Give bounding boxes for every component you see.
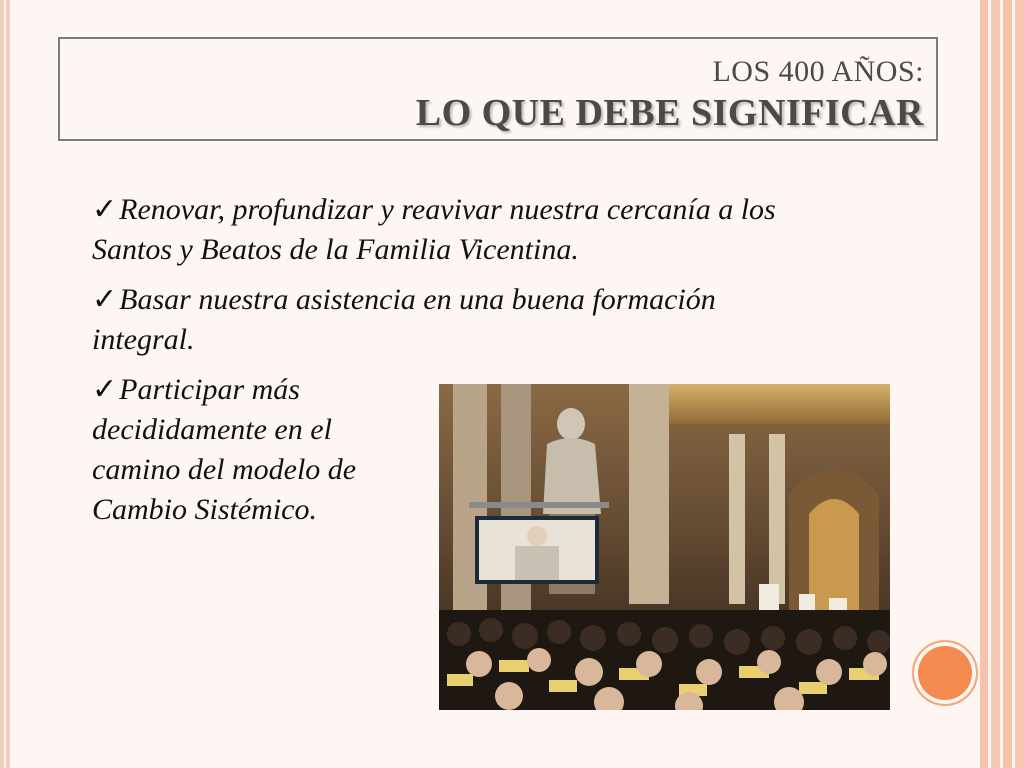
bullet-text: Participar más decididamente en el camino del modelo de Cambio Sistémico. [92,373,357,526]
bullet-item [92,280,752,360]
title-box [58,37,938,141]
checkmark-icon: ✓ [92,283,118,316]
right-decorative-stripes [978,0,1024,768]
title-line-1: LOS 400 AÑOS: [712,55,924,88]
left-decorative-stripe [0,0,10,768]
checkmark-icon: ✓ [92,373,118,406]
title-line-2: LO QUE DEBE SIGNIFICAR [415,92,924,134]
bullet-item [92,370,422,530]
bullet-text: Basar nuestra asistencia en una buena formación integral. [92,283,716,356]
checkmark-icon: ✓ [92,193,118,226]
bullet-item [92,190,812,270]
bullet-text: Renovar, profundizar y reavivar nuestra cercanía a los Santos y Beatos de la Familia Vicentina. [92,193,776,266]
orange-circle-decoration [912,640,978,706]
basilica-gathering-photo [439,384,890,710]
